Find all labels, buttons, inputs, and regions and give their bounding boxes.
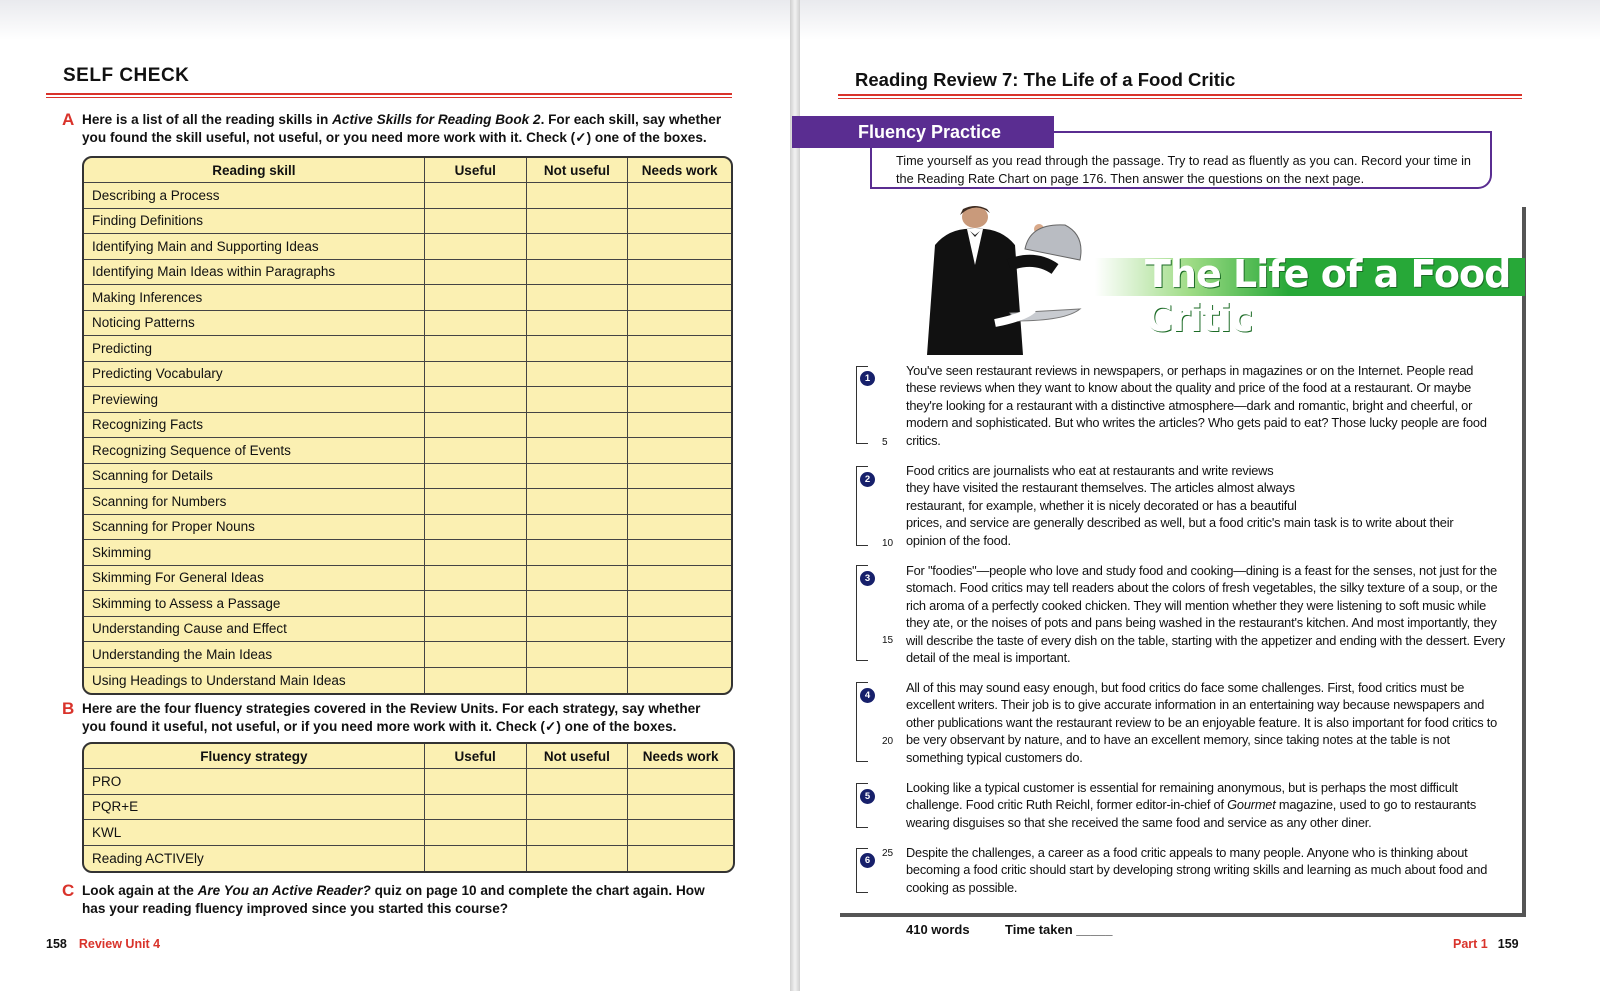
checkbox-cell-useful[interactable] xyxy=(425,438,527,464)
column-header: Not useful xyxy=(527,744,629,769)
table-row xyxy=(84,362,731,388)
checkbox-cell-useful[interactable] xyxy=(425,540,527,566)
column-header: Useful xyxy=(425,158,527,183)
paragraph-6: Despite the challenges, a career as a food critic appeals to many people. Anyone who is thinking about becoming a food critic should start by developing strong writing skills and learning as much about food and cooking as possible. xyxy=(906,845,1488,895)
checkbox-cell-needs-work[interactable] xyxy=(628,668,731,694)
checkbox-cell-useful[interactable] xyxy=(425,413,527,439)
checkbox-cell-needs-work[interactable] xyxy=(628,285,731,311)
checkbox-cell-not-useful[interactable] xyxy=(527,540,629,566)
checkbox-cell-needs-work[interactable] xyxy=(628,591,731,617)
row-label: Predicting xyxy=(84,336,425,362)
table-row xyxy=(84,668,731,694)
column-header: Reading skill xyxy=(84,158,425,183)
paragraph-1: You've seen restaurant reviews in newspapers, or perhaps in magazines or on the Internet. People read these reviews when they want to know about the quality and price of the food at a restaurant. Or maybe they're looking for a restaurant with a distinctive atmosphere—dark and romantic, bright and cheerful, or modern and sophisticated. But who writes the articles? Who gets paid to eat? Those lucky people are food critics. xyxy=(906,363,1487,448)
checkbox-cell-not-useful[interactable] xyxy=(527,591,629,617)
checkbox-cell-needs-work[interactable] xyxy=(628,617,731,643)
title-rule xyxy=(46,93,732,98)
checkbox-cell-not-useful[interactable] xyxy=(527,260,629,286)
row-label: Skimming xyxy=(84,540,425,566)
checkbox-cell-useful[interactable] xyxy=(425,183,527,209)
row-label: Predicting Vocabulary xyxy=(84,362,425,388)
unit-label: Review Unit 4 xyxy=(78,937,161,951)
checkbox-cell-not-useful[interactable] xyxy=(527,668,629,694)
checkbox-cell-needs-work[interactable] xyxy=(628,438,731,464)
checkbox-cell-not-useful[interactable] xyxy=(527,769,629,795)
reading-skills-table xyxy=(82,156,733,695)
row-label: Reading ACTIVEly xyxy=(84,846,425,872)
table-row xyxy=(84,260,731,286)
table-row xyxy=(84,515,731,541)
checkbox-cell-useful[interactable] xyxy=(425,769,527,795)
checkbox-cell-needs-work[interactable] xyxy=(628,795,733,821)
table-row xyxy=(84,566,731,592)
checkbox-cell-not-useful[interactable] xyxy=(527,515,629,541)
table-row xyxy=(84,795,733,821)
checkbox-cell-not-useful[interactable] xyxy=(527,183,629,209)
checkbox-cell-useful[interactable] xyxy=(425,668,527,694)
row-label: PRO xyxy=(84,769,425,795)
section-b-instructions: Here are the four fluency strategies covered in the Review Units. For each strategy, say whether you found it useful, not useful, or if you need more work with it. Check (✓) one of the boxes. xyxy=(82,701,701,734)
checkbox-cell-not-useful[interactable] xyxy=(527,311,629,337)
checkbox-cell-needs-work[interactable] xyxy=(628,464,731,490)
row-label: Finding Definitions xyxy=(84,209,425,235)
waiter-with-cloche-image xyxy=(915,205,1090,355)
checkbox-cell-needs-work[interactable] xyxy=(628,769,733,795)
checkbox-cell-needs-work[interactable] xyxy=(628,336,731,362)
row-label: Scanning for Proper Nouns xyxy=(84,515,425,541)
section-a-instructions: Here is a list of all the reading skills in Active Skills for Reading Book 2. For each skill, say whether you found the skill useful, not useful, or you need more work with it. Check (✓) one of the boxes. xyxy=(82,112,722,145)
row-label: Previewing xyxy=(84,387,425,413)
page-number: 159 xyxy=(1497,937,1519,951)
word-count: 410 words xyxy=(906,922,970,937)
checkbox-cell-needs-work[interactable] xyxy=(628,362,731,388)
table-row xyxy=(84,820,733,846)
part-label: Part 1 xyxy=(1453,937,1488,951)
section-c-letter: C xyxy=(62,881,75,900)
checkbox-cell-useful[interactable] xyxy=(425,617,527,643)
checkbox-cell-useful[interactable] xyxy=(425,642,527,668)
checkbox-cell-not-useful[interactable] xyxy=(527,617,629,643)
checkbox-cell-not-useful[interactable] xyxy=(527,846,629,872)
checkbox-cell-needs-work[interactable] xyxy=(628,234,731,260)
checkbox-cell-needs-work[interactable] xyxy=(628,540,731,566)
row-label: Skimming to Assess a Passage xyxy=(84,591,425,617)
table-row xyxy=(84,438,731,464)
column-header: Needs work xyxy=(628,744,733,769)
checkbox-cell-needs-work[interactable] xyxy=(628,209,731,235)
line-number: 25 xyxy=(882,848,894,859)
table-row xyxy=(84,285,731,311)
line-number: 15 xyxy=(882,635,894,646)
checkbox-cell-useful[interactable] xyxy=(425,387,527,413)
paragraph-number: 2 xyxy=(860,472,875,487)
table-row xyxy=(84,591,731,617)
checkbox-cell-useful[interactable] xyxy=(425,234,527,260)
table-row xyxy=(84,387,731,413)
line-number: 5 xyxy=(882,437,888,448)
fluency-practice-tab: Fluency Practice xyxy=(792,116,1054,148)
paragraph-2: Food critics are journalists who eat at restaurants and write reviews they have visited the restaurant themselves. The articles almost always restaurant, for example, whether it is nicely decorated or has a beautiful prices, and service are generally described as well, but a food critic's main task is to write about their opinion of the food. xyxy=(906,463,1454,548)
checkbox-cell-useful[interactable] xyxy=(425,795,527,821)
checkbox-cell-useful[interactable] xyxy=(425,336,527,362)
passage-title: The Life of a Food Critic xyxy=(1145,252,1511,340)
checkbox-cell-useful[interactable] xyxy=(425,464,527,490)
checkbox-cell-not-useful[interactable] xyxy=(527,413,629,439)
paragraph-5: Looking like a typical customer is essential for remaining anonymous, but is perhaps the most difficult challenge. Food critic Ruth Reichl, former editor-in-chief of Gourmet magazine, used to go to restaurants wearing disguises so that she received the same food and service as any other diner. xyxy=(906,780,1477,830)
checkbox-cell-not-useful[interactable] xyxy=(527,209,629,235)
page-title: Reading Review 7: The Life of a Food Critic xyxy=(855,69,1236,90)
row-label: KWL xyxy=(84,820,425,846)
book-gutter xyxy=(790,0,800,991)
checkbox-cell-needs-work[interactable] xyxy=(628,183,731,209)
checkbox-cell-needs-work[interactable] xyxy=(628,820,733,846)
checkbox-cell-not-useful[interactable] xyxy=(527,362,629,388)
page-number: 158 xyxy=(46,937,67,951)
section-c-instructions: Look again at the Are You an Active Reader? quiz on page 10 and complete the chart again. How has your reading fluency improved since you started this course? xyxy=(82,883,705,916)
checkbox-cell-needs-work[interactable] xyxy=(628,515,731,541)
row-label: Using Headings to Understand Main Ideas xyxy=(84,668,425,694)
checkbox-cell-useful[interactable] xyxy=(425,311,527,337)
table-row xyxy=(84,642,731,668)
time-taken: Time taken _____ xyxy=(1005,922,1113,937)
checkbox-cell-not-useful[interactable] xyxy=(527,464,629,490)
fluency-strategy-table xyxy=(82,742,735,873)
row-label: PQR+E xyxy=(84,795,425,821)
table-row xyxy=(84,464,731,490)
checkbox-cell-needs-work[interactable] xyxy=(628,846,733,872)
row-label: Scanning for Numbers xyxy=(84,489,425,515)
row-label: Making Inferences xyxy=(84,285,425,311)
line-number: 20 xyxy=(882,736,894,747)
row-label: Noticing Patterns xyxy=(84,311,425,337)
checkbox-cell-useful[interactable] xyxy=(425,489,527,515)
table-row xyxy=(84,209,731,235)
section-a-letter: A xyxy=(62,110,75,129)
line-number: 10 xyxy=(882,538,894,549)
paragraph-number: 1 xyxy=(860,371,875,386)
checkbox-cell-useful[interactable] xyxy=(425,846,527,872)
checkbox-cell-useful[interactable] xyxy=(425,362,527,388)
left-page xyxy=(0,0,790,991)
column-header: Needs work xyxy=(628,158,731,183)
checkbox-cell-needs-work[interactable] xyxy=(628,566,731,592)
left-footer xyxy=(46,937,160,951)
right-footer xyxy=(1453,937,1519,951)
paragraph-number: 3 xyxy=(860,571,875,586)
column-header: Useful xyxy=(425,744,527,769)
paragraph-number: 5 xyxy=(860,789,875,804)
right-page xyxy=(800,0,1600,991)
checkbox-cell-needs-work[interactable] xyxy=(628,311,731,337)
checkbox-cell-needs-work[interactable] xyxy=(628,260,731,286)
checkbox-cell-useful[interactable] xyxy=(425,591,527,617)
table-row xyxy=(84,413,731,439)
column-header: Fluency strategy xyxy=(84,744,425,769)
checkbox-cell-not-useful[interactable] xyxy=(527,387,629,413)
checkbox-cell-useful[interactable] xyxy=(425,260,527,286)
checkbox-cell-not-useful[interactable] xyxy=(527,234,629,260)
checkbox-cell-not-useful[interactable] xyxy=(527,642,629,668)
checkbox-cell-needs-work[interactable] xyxy=(628,489,731,515)
paragraph-number: 4 xyxy=(860,688,875,703)
checkbox-cell-not-useful[interactable] xyxy=(527,336,629,362)
page-title: SELF CHECK xyxy=(63,65,190,86)
table-row xyxy=(84,540,731,566)
checkbox-cell-not-useful[interactable] xyxy=(527,438,629,464)
paragraph-4: All of this may sound easy enough, but food critics do face some challenges. First, food critics must be excellent writers. Their job is to give accurate information in an entertaining way because newspapers and other publications want the restaurant review to be an enjoyable feature. It is also important for food critics to be very observant by nature, and to have an excellent memory, since taking notes at the table is not something typical customers do. xyxy=(906,680,1498,765)
checkbox-cell-needs-work[interactable] xyxy=(628,387,731,413)
checkbox-cell-not-useful[interactable] xyxy=(527,820,629,846)
checkbox-cell-useful[interactable] xyxy=(425,566,527,592)
column-header: Not useful xyxy=(527,158,629,183)
row-label: Understanding the Main Ideas xyxy=(84,642,425,668)
checkbox-cell-not-useful[interactable] xyxy=(527,285,629,311)
table-row xyxy=(84,311,731,337)
title-rule xyxy=(838,94,1522,99)
table-row xyxy=(84,234,731,260)
paragraph-number: 6 xyxy=(860,853,875,868)
checkbox-cell-needs-work[interactable] xyxy=(628,642,731,668)
table-row xyxy=(84,769,733,795)
paragraph-3: For "foodies"—people who love and study food and cooking—dining is a feast for the senses, not just for the stomach. Food critics may tell readers about the colors of fresh vegetables, the silky texture of a soup, or the rich aroma of a perfectly cooked chicken. They will mention whether they were listening to soft music while they ate, or the noises of pots and pans being washed in the restaurant's kitchen. And most importantly, they will describe the taste of every dish on the table, starting with the appetizer and ending with the dessert. Every detail of the meal is important. xyxy=(906,563,1505,666)
checkbox-cell-useful[interactable] xyxy=(425,285,527,311)
checkbox-cell-not-useful[interactable] xyxy=(527,489,629,515)
checkbox-cell-useful[interactable] xyxy=(425,515,527,541)
table-row xyxy=(84,489,731,515)
row-label: Recognizing Sequence of Events xyxy=(84,438,425,464)
section-b-letter: B xyxy=(62,699,75,718)
checkbox-cell-not-useful[interactable] xyxy=(527,795,629,821)
checkbox-cell-useful[interactable] xyxy=(425,209,527,235)
table-row xyxy=(84,846,733,872)
row-label: Identifying Main and Supporting Ideas xyxy=(84,234,425,260)
row-label: Recognizing Facts xyxy=(84,413,425,439)
checkbox-cell-useful[interactable] xyxy=(425,820,527,846)
row-label: Identifying Main Ideas within Paragraphs xyxy=(84,260,425,286)
table-row xyxy=(84,617,731,643)
checkbox-cell-needs-work[interactable] xyxy=(628,413,731,439)
row-label: Understanding Cause and Effect xyxy=(84,617,425,643)
checkbox-cell-not-useful[interactable] xyxy=(527,566,629,592)
table-row xyxy=(84,183,731,209)
table-row xyxy=(84,336,731,362)
row-label: Skimming For General Ideas xyxy=(84,566,425,592)
row-label: Scanning for Details xyxy=(84,464,425,490)
fluency-practice-instructions: Time yourself as you read through the passage. Try to read as fluently as you can. Record your time in the Reading Rate Chart on page 176. Then answer the questions on the next page. xyxy=(896,154,1471,186)
row-label: Describing a Process xyxy=(84,183,425,209)
